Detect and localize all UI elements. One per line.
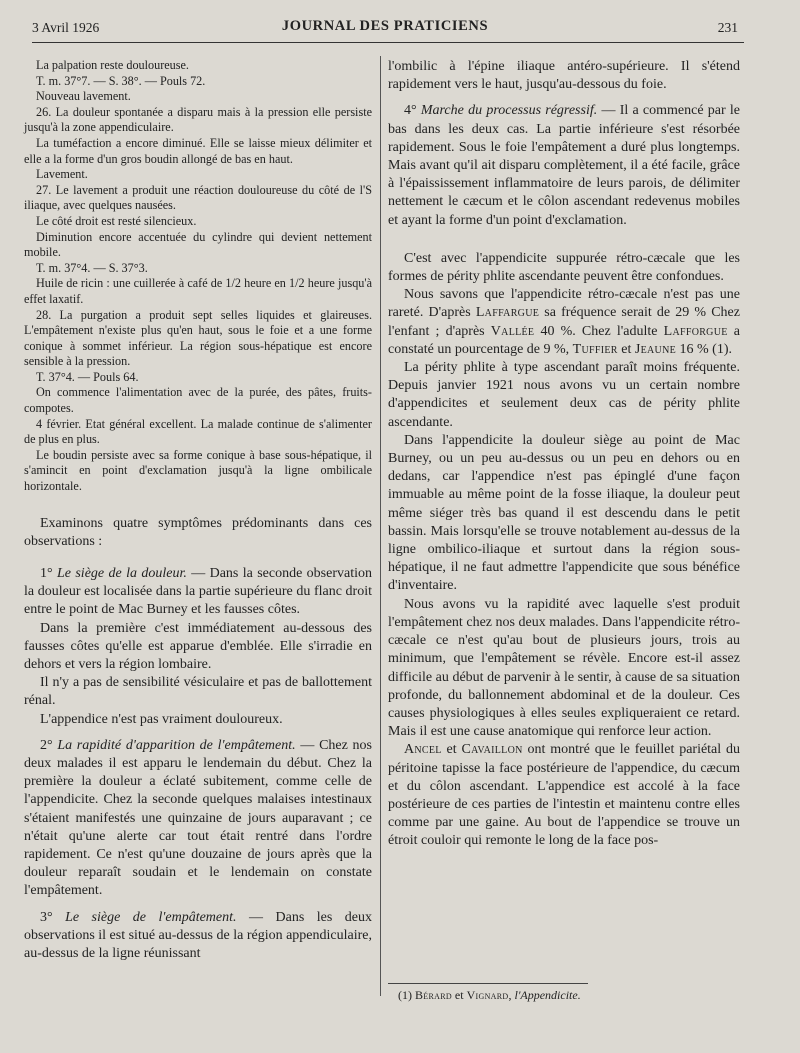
obs-line: T. m. 37°7. — S. 38°. — Pouls 72.: [36, 73, 206, 88]
footnote: [398, 988, 738, 1003]
text-run: sa fréquence serait de 29 % Chez l'enfant ; d'après: [388, 305, 740, 339]
footnote-rule: [388, 983, 588, 984]
obs-line: 26. La douleur spontanée a disparu mais à la pression elle persiste jusqu'à la zone appendiculaire.: [24, 104, 372, 135]
header-date: 3 Avril 1926: [32, 20, 100, 35]
symptom-4-paragraph: [388, 102, 740, 229]
symptom-1-paragraph: [24, 565, 372, 620]
obs-line: Le côté droit est resté silencieux.: [36, 213, 197, 228]
continued-paragraph: l'ombilic à l'épine iliaque antéro-supérieure. Il s'étend rapidement vers le haut, jusqu'au-dessous du foie.: [388, 59, 740, 93]
obs-line: T. 37°4. — Pouls 64.: [36, 369, 139, 384]
obs-line: La palpation reste douloureuse.: [36, 58, 189, 72]
text-run: et: [617, 341, 635, 357]
paragraph: La périty phlite à type ascendant paraît moins fréquente. Depuis janvier 1921 nous avons vu un certain nombre d'appendicites et seulement deux cas de périty phlite ascendante.: [388, 360, 740, 430]
symptom-3-paragraph: [24, 909, 372, 964]
symptom-number: 1°: [40, 566, 57, 582]
statistics-paragraph: [388, 286, 740, 359]
symptom-text: — Il a commencé par le bas dans les deux cas. La partie inférieure s'est résorbée rapidement. Sous le foie l'empâtement a duré plus longtemps. Mais avant qu'il ait disparu complètement, il a été facile, grâce à l'épaississement inflammatoire de leurs parois, de délimiter nettement le cæcum et le côlon ascendant redevenus mobiles et ayant la forme d'un point d'exclamation.: [388, 103, 740, 228]
journal-title: JOURNAL DES PRATICIENS: [281, 18, 489, 34]
footnote-author: Bérard: [415, 988, 452, 1002]
author-name: Vallée: [490, 323, 535, 339]
obs-line: 27. Le lavement a produit une réaction douloureuse du côté de l'S iliaque, avec quelques nausées.: [24, 182, 372, 213]
page-header: [32, 18, 738, 42]
symptom-number: 4°: [404, 103, 421, 119]
right-column: [388, 58, 740, 851]
paragraph: L'appendice n'est pas vraiment douloureux.: [40, 711, 283, 727]
intro-paragraph: Examinons quatre symptômes prédominants dans ces observations :: [24, 515, 372, 549]
obs-line: Diminution encore accentuée du cylindre qui devient nettement mobile.: [24, 229, 372, 260]
paragraph: Dans l'appendicite la douleur siège au point de Mac Burney, ou un peu au-dessus ou un peu en dehors ou en dedans, car l'appendice n'est pas épinglé d'une façon immuable au même point de la fosse iliaque, la douleur peut même siéger très bas quand il est descendu dans le petit bassin. Mais lorsqu'elle se trouve notablement au-dessus de la ligne ombilico-iliaque et surtout dans la région sous-hépatique, il ne faut admettre l'appendicite que sous bénéfice d'inventaire.: [388, 432, 740, 594]
symptom-title: Marche du processus régressif.: [420, 103, 598, 119]
left-column: [24, 58, 372, 963]
footnote-author: Vignard: [466, 988, 509, 1002]
symptom-text: — Dans les deux observations il est situé au-dessus de la région appendiculaire, au-dessus de la ligne réunissant: [24, 909, 372, 962]
anatomy-paragraph: [388, 741, 740, 850]
text-run: ,: [508, 988, 515, 1002]
obs-line: T. m. 37°4. — S. 37°3.: [36, 260, 148, 275]
author-name: Cavaillon: [461, 742, 523, 758]
author-name: Jeaune: [634, 341, 677, 357]
obs-line: Le boudin persiste avec sa forme conique à base sous-hépatique, il s'amincit en point d'exclamation jusqu'à la ligne ombilicale horizontale.: [24, 447, 372, 494]
symptom-title: Le siège de la douleur.: [56, 566, 187, 582]
paragraph: C'est avec l'appendicite suppurée rétro-cæcale que les formes de périty phlite ascendante peuvent être confondues.: [388, 250, 740, 285]
obs-line: Nouveau lavement.: [36, 89, 131, 104]
symptom-number: 2°: [40, 737, 58, 753]
paragraph: Il n'y a pas de sensibilité vésiculaire et pas de ballottement rénal.: [24, 675, 372, 709]
symptom-text: — Dans la seconde observation la douleur est localisée dans la partie supérieure du flanc droit entre le point de Mac Burney et les fausses côtes.: [24, 566, 372, 618]
author-name: Laffargue: [475, 305, 540, 321]
paragraph: Dans la première c'est immédiatement au-dessous des fausses côtes qu'elle est apparue d'emblée. Elle s'irradie en dehors et vers la région lombaire.: [24, 620, 372, 673]
author-name: Lafforgue: [663, 323, 728, 339]
symptom-text: — Chez nos deux malades il est apparu le lendemain du début. Chez la première la douleur a éclaté subitement, comme celle de l'appendicite. Chez la seconde quelques malaises intestinaux s'étaient manifestés une quinzaine de jours auparavant ; ce n'était qu'une alerte car tout était rentré dans l'ordre rapidement. Ce n'est qu'une douzaine de jours après que la douleur reparaît soudain et le lendemain on constate l'empâtement.: [24, 737, 372, 899]
obs-line: Lavement.: [36, 167, 88, 182]
obs-line: On commence l'alimentation avec de la purée, des pâtes, fruits-compotes.: [24, 385, 372, 416]
symptom-title: La rapidité d'apparition de l'empâtement.: [57, 737, 296, 753]
left-main-text: [24, 515, 372, 964]
footnote-title: l'Appendicite.: [514, 988, 581, 1002]
header-rule: [32, 42, 744, 43]
paragraph: Nous avons vu la rapidité avec laquelle s'est produit l'empâtement chez nos deux malades. Dans l'appendicite rétro-cæcale ce n'est qu'au bout de plusieurs jours, trois au minimum, que l'empâtement se révèle. Encore est-il assez difficile au début de parvenir à le sentir, à cause de sa situation profonde, du ballonnement abdominal et de la douleur. Ces causes physiologiques à elles seules expliqueraient ce retard. Mais il est une cause anatomique qui renforce leur action.: [388, 596, 740, 740]
text-run: et: [441, 742, 462, 758]
text-run: 16 % (1).: [676, 341, 733, 357]
text-run: a constaté un pourcentage de 9 %,: [388, 323, 740, 357]
text-run: et: [451, 988, 467, 1002]
author-name: Tuffier: [572, 341, 618, 357]
page-number: 231: [717, 20, 738, 35]
author-name: Ancel: [404, 742, 442, 758]
text-run: 40 %. Chez l'adulte: [534, 323, 664, 339]
footnote-number: (1): [398, 988, 415, 1002]
symptom-title: Le siège de l'empâtement.: [65, 909, 237, 925]
obs-line: La tuméfaction a encore diminué. Elle se laisse mieux délimiter et elle a la forme d'un gros boudin allongé de bas en haut.: [24, 135, 372, 166]
observation-notes: [24, 58, 372, 495]
obs-line: 4 février. Etat général excellent. La malade continue de s'alimenter de plus en plus.: [24, 416, 372, 447]
obs-line: Huile de ricin : une cuillerée à café de 1/2 heure en 1/2 heure jusqu'à effet laxatif.: [24, 276, 372, 306]
symptom-number: 3°: [40, 909, 66, 925]
column-divider: [380, 56, 381, 996]
obs-line: 28. La purgation a produit sept selles liquides et glaireuses. L'empâtement n'existe plus qu'en haut, sous le foie et a une forme conique à sommet inférieur. La région sous-hépatique est encore sensible à la pression.: [24, 307, 372, 369]
symptom-2-paragraph: [24, 737, 372, 901]
text-run: Nous savons que l'appendicite rétro-cæcale n'est pas une rareté. D'après: [388, 287, 740, 321]
text-run: ont montré que le feuillet pariétal du péritoine tapisse la face postérieure de l'appendice, du cæcum et du côlon ascendant. L'appendice est accolé à la face postérieure de ces parties de l'intestin et maintenu contre elles comme par une gaine. Au bout de l'appendice se trouve un étroit couloir qui remonte le long de la face pos-: [388, 742, 741, 849]
